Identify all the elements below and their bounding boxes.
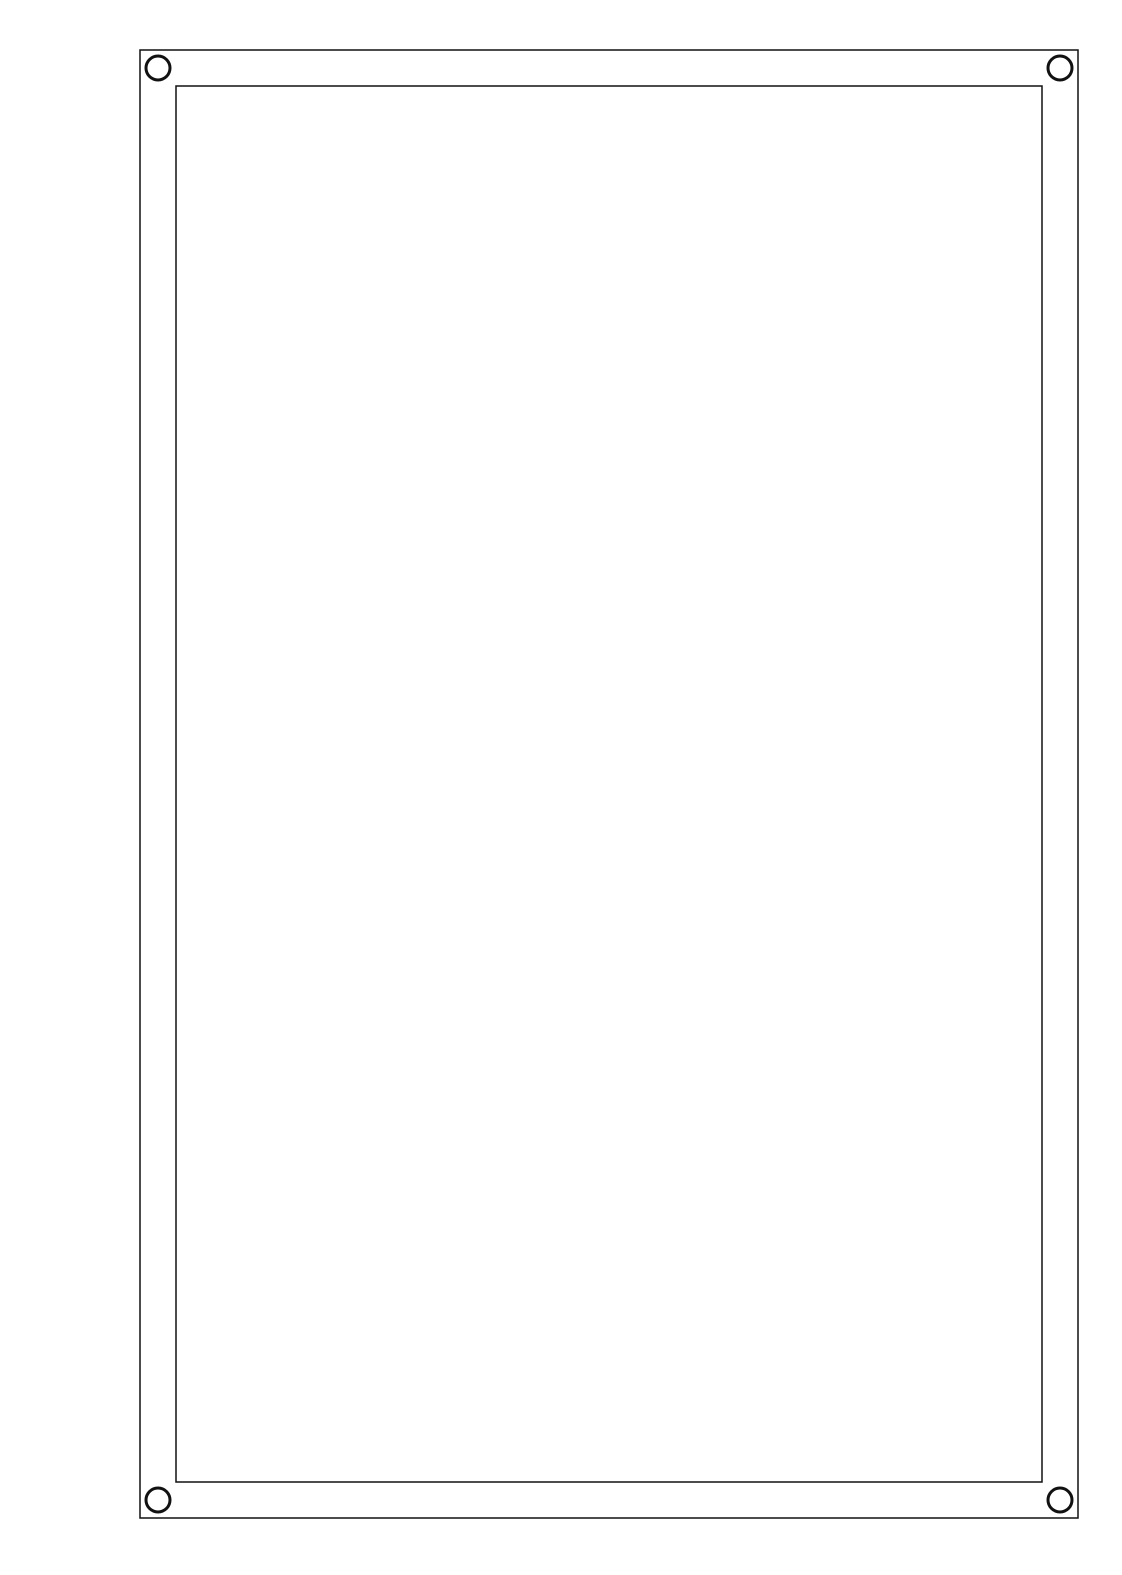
corner-knot-bottom-left [146,1488,170,1512]
corner-knot-top-right [1048,56,1072,80]
corner-knot-bottom-right [1048,1488,1072,1512]
section-heading [200,112,1035,164]
page-text [200,112,1035,164]
corner-knot-top-left [146,56,170,80]
